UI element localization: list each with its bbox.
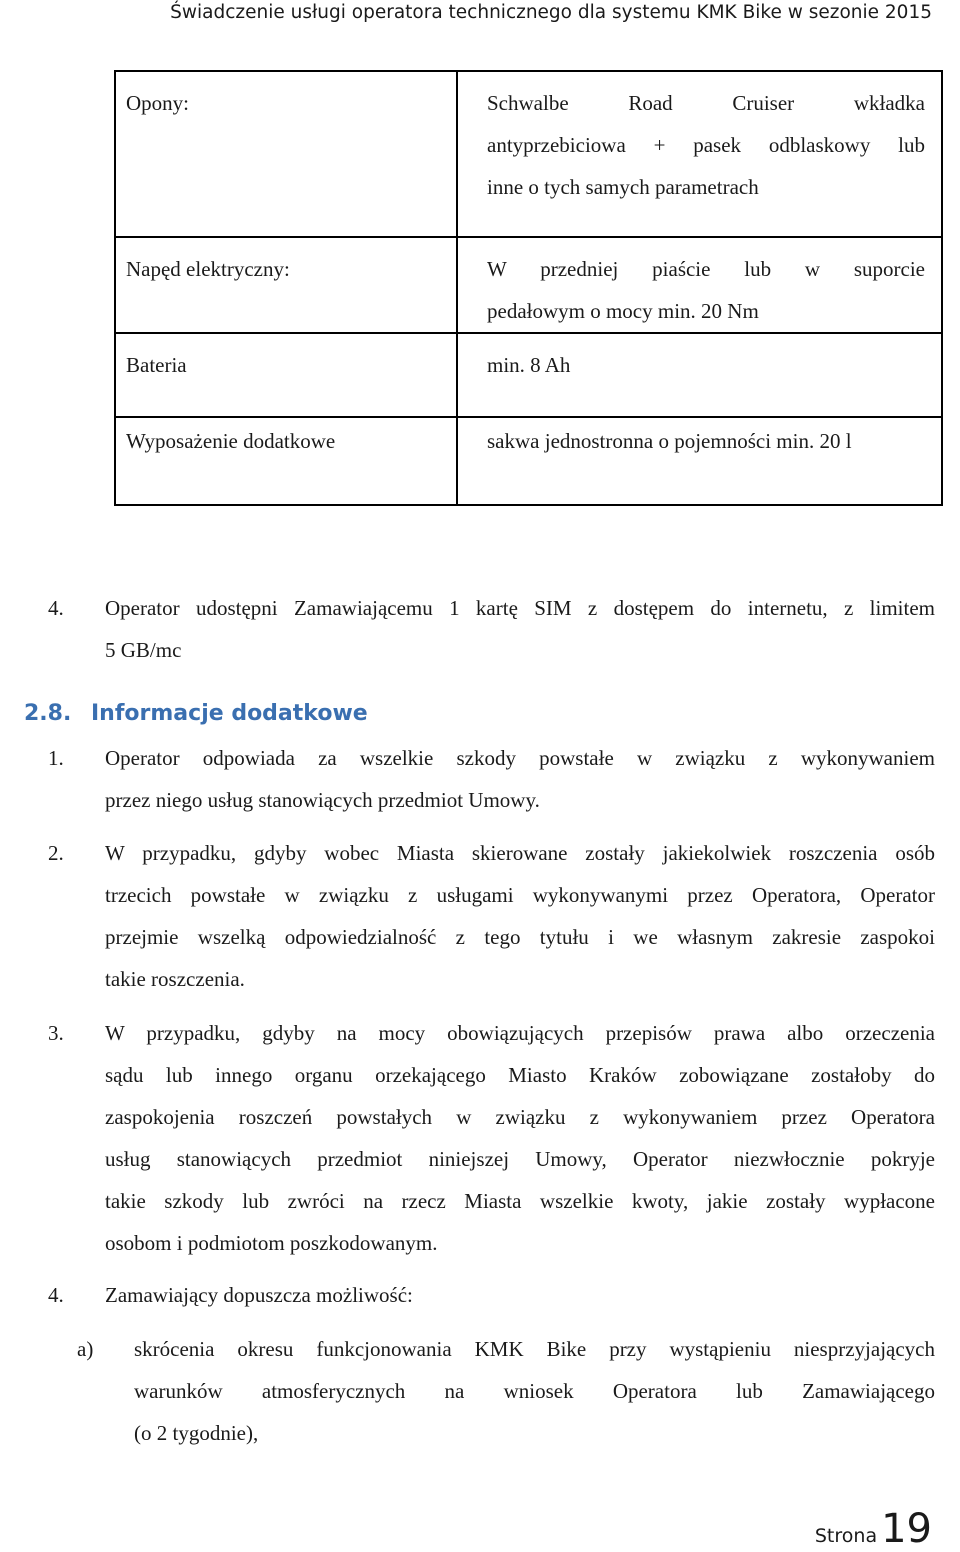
section-number: 2.8.	[24, 701, 72, 726]
list-item-line: takie szkody lub zwróci na rzecz Miasta wszelkie kwoty, jakie zostały wypłacone	[105, 1189, 935, 1213]
list-item-line: osobom i podmiotom poszkodowanym.	[105, 1231, 438, 1255]
spec-value-line: Schwalbe Road Cruiser wkładka	[487, 91, 925, 115]
list-item-number: 2.	[48, 841, 64, 865]
list-item-line: 5 GB/mc	[105, 638, 182, 662]
list-item-line: przejmie wszelką odpowiedzialność z tego tytułu i we własnym zakresie zaspokoi	[105, 925, 935, 949]
list-item-line: zaspokojenia roszczeń powstałych w związku z wykonywaniem przez Operatora	[105, 1105, 935, 1129]
list-item-line: W przypadku, gdyby wobec Miasta skierowane zostały jakiekolwiek roszczenia osób	[105, 841, 935, 865]
list-item-line: trzecich powstałe w związku z usługami wykonywanymi przez Operatora, Operator	[105, 883, 935, 907]
list-item-line: przez niego usług stanowiących przedmiot Umowy.	[105, 788, 540, 812]
page-header: Świadczenie usługi operatora technicznego dla systemu KMK Bike w sezonie 2015	[170, 2, 932, 23]
spec-value-line: pedałowym o mocy min. 20 Nm	[487, 299, 759, 323]
list-item-line: Operator odpowiada za wszelkie szkody powstałe w związku z wykonywaniem	[105, 746, 935, 770]
spec-label: Opony:	[126, 91, 189, 115]
list-item-line: takie roszczenia.	[105, 967, 245, 991]
list-item-number: 4.	[48, 1283, 64, 1307]
list-item-line: (o 2 tygodnie),	[134, 1421, 259, 1445]
list-item-line: warunków atmosferycznych na wniosek Operatora lub Zamawiającego	[134, 1379, 935, 1403]
spec-label: Wyposażenie dodatkowe	[126, 429, 336, 453]
section-title: Informacje dodatkowe	[91, 701, 368, 726]
list-item-letter: a)	[77, 1337, 94, 1361]
list-item-number: 4.	[48, 596, 64, 620]
list-item-number: 1.	[48, 746, 64, 770]
list-item-line: Zamawiający dopuszcza możliwość:	[105, 1283, 413, 1307]
page-number: 19	[881, 1506, 932, 1552]
page-footer	[815, 1506, 932, 1552]
list-item-number: 3.	[48, 1021, 64, 1045]
table-row	[115, 71, 942, 237]
spec-value-line: antyprzebiciowa + pasek odblaskowy lub	[487, 133, 925, 157]
spec-label: Napęd elektryczny:	[126, 257, 290, 281]
section-heading	[24, 696, 368, 732]
spec-value-line: min. 8 Ah	[487, 353, 571, 377]
table-row	[115, 417, 942, 505]
table-row	[115, 237, 942, 333]
spec-table	[114, 70, 943, 506]
list-item-line: usług stanowiących przedmiot niniejszej Umowy, Operator niezwłocznie pokryje	[105, 1147, 935, 1171]
list-item-line: Operator udostępni Zamawiającemu 1 kartę SIM z dostępem do internetu, z limitem	[105, 596, 935, 620]
list-item-line: sądu lub innego organu orzekającego Miasto Kraków zobowiązane zostałoby do	[105, 1063, 935, 1087]
list-item-line: W przypadku, gdyby na mocy obowiązujących przepisów prawa albo orzeczenia	[105, 1021, 935, 1045]
spec-label: Bateria	[126, 353, 187, 377]
list-item-line: skrócenia okresu funkcjonowania KMK Bike przy wystąpieniu niesprzyjających	[134, 1337, 935, 1361]
spec-value-line: inne o tych samych parametrach	[487, 175, 759, 199]
spec-value-line: W przedniej piaście lub w suporcie	[487, 257, 925, 281]
table-row	[115, 333, 942, 417]
spec-value-line: sakwa jednostronna o pojemności min. 20 l	[487, 429, 852, 453]
page-label: Strona	[814, 1525, 878, 1547]
